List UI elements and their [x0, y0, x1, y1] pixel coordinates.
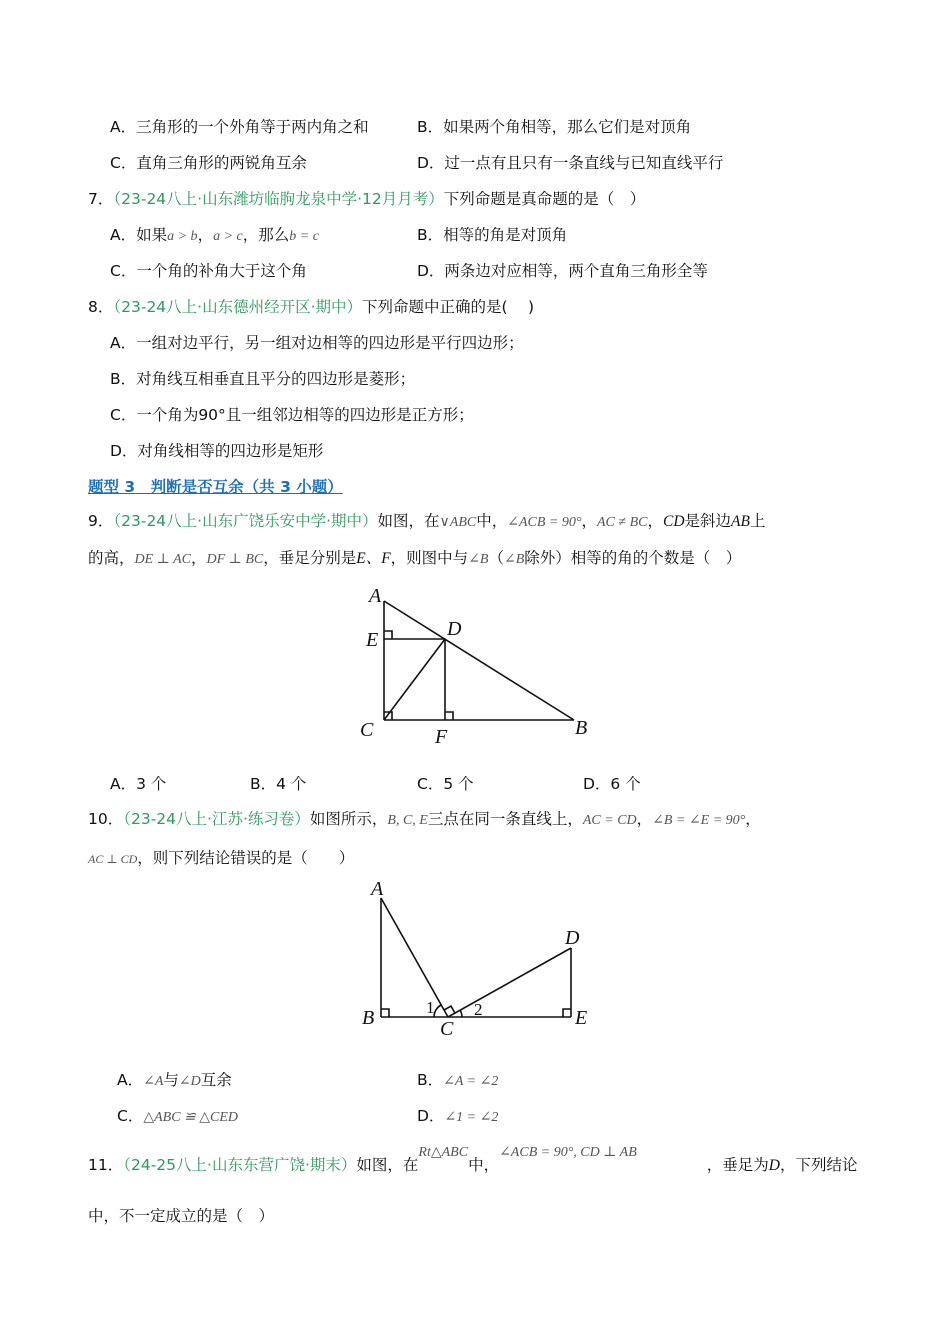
- question-source: （23-24八上·山东德州经开区·期中）: [113, 298, 363, 316]
- q9-option-d: D．6 个: [583, 775, 641, 793]
- q9-option-a: A．3 个: [110, 775, 167, 793]
- q7-option-a: [110, 225, 319, 247]
- point-label-b: B: [575, 717, 588, 739]
- math-expression: ∠1 = ∠2: [444, 1110, 499, 1125]
- question-text: 下列命题是真命题的是（ ）: [443, 190, 646, 208]
- option-label: D．: [417, 1107, 445, 1125]
- question-text: ，: [581, 512, 597, 530]
- question-text: ，则下列结论错误的是（ ）: [137, 849, 355, 867]
- math-expression: ∠A = ∠2: [443, 1074, 499, 1089]
- question-text: 中，: [476, 512, 508, 530]
- q7-option-b: B．相等的角是对顶角: [417, 226, 568, 244]
- question-text: 如图所示，: [309, 810, 388, 828]
- angle-label-2: 2: [474, 1000, 483, 1019]
- q9-stem-line2: [88, 548, 741, 570]
- option-text: 与: [163, 1071, 179, 1089]
- math-expression: △ABC ≌ △CED: [143, 1110, 239, 1125]
- point-label-f: F: [435, 726, 448, 748]
- math-expression: B, C, E: [387, 813, 428, 828]
- q9-figure: [355, 580, 605, 750]
- question-text: 上: [749, 512, 766, 530]
- q10-option-b: [417, 1070, 498, 1092]
- question-text: 三点在同一条直线上，: [427, 810, 583, 828]
- q10-option-c: [117, 1106, 238, 1128]
- question-text: 如图，在: [356, 1156, 419, 1174]
- q8-option-c: C．一个角为90°且一组邻边相等的四边形是正方形；: [110, 406, 474, 424]
- math-expression: ∨ABC: [439, 515, 477, 530]
- math-expression: ∠D: [178, 1074, 201, 1089]
- question-text: ，垂足分别是: [263, 549, 357, 567]
- question-number: 7．: [88, 190, 114, 208]
- math-expression: ∠A: [143, 1074, 164, 1089]
- math-expression: AC ≠ BC: [597, 515, 648, 530]
- q11-stem-line2: 中，不一定成立的是（ ）: [88, 1207, 275, 1225]
- question-text: ，则图中与: [390, 549, 469, 567]
- math-expression: AC = CD: [582, 813, 637, 828]
- option-text: ，: [197, 226, 214, 244]
- option-text: 互余: [200, 1071, 232, 1089]
- q8-option-d: D．对角线相等的四边形是矩形: [110, 442, 324, 460]
- question-text: 如图，在: [377, 512, 440, 530]
- question-source: （23-24八上·山东潍坊临朐龙泉中学·12月月考）: [113, 190, 444, 208]
- section-heading[interactable]: 题型 3 判断是否互余（共 3 小题）: [88, 478, 343, 496]
- option-label: A．: [117, 1071, 144, 1089]
- point-label-d: D: [447, 618, 462, 640]
- option-text: A．如果: [110, 226, 168, 244]
- q8-option-a: A．一组对边平行，另一组对边相等的四边形是平行四边形；: [110, 334, 524, 352]
- question-source: （23-24八上·江苏·练习卷）: [123, 810, 310, 828]
- q10-stem-line1: [88, 809, 761, 831]
- q9-option-c: C．5 个: [417, 775, 474, 793]
- question-text: 中，: [468, 1156, 500, 1174]
- math-expression: AC ⊥ CD: [88, 852, 138, 866]
- question-text: ，: [745, 810, 761, 828]
- angle-label-1: 1: [426, 998, 435, 1017]
- math-expression: ∠ACB = 90°: [507, 515, 582, 530]
- point-label-c: C: [360, 719, 374, 741]
- q8-stem: [88, 297, 534, 317]
- q10-stem-line2: [88, 848, 354, 869]
- math-expression: Rt△ABC: [418, 1145, 469, 1160]
- math-expression: CD: [662, 513, 685, 530]
- math-expression: D: [768, 1157, 780, 1174]
- question-number: 10．: [88, 810, 124, 828]
- question-text: ，: [636, 810, 653, 828]
- point-label-a: A: [371, 878, 384, 900]
- math-expression: ∠B: [468, 552, 489, 567]
- q6-option-d: D．过一点有且只有一条直线与已知直线平行: [417, 154, 724, 172]
- question-text: 下列命题中正确的是( ): [362, 298, 535, 316]
- option-label: B．: [417, 1071, 444, 1089]
- question-text: ，垂足为: [706, 1156, 769, 1174]
- point-label-e: E: [366, 629, 379, 651]
- option-text: ，那么: [242, 226, 290, 244]
- point-label-b: B: [362, 1007, 375, 1029]
- question-text: ，下列结论: [779, 1156, 858, 1174]
- q7-option-d: D．两条边对应相等，两个直角三角形全等: [417, 262, 708, 280]
- math-expression: DF ⊥ BC: [206, 552, 264, 567]
- math-expression: ∠B = ∠E = 90°: [652, 813, 746, 828]
- q9-option-b: B．4 个: [250, 775, 307, 793]
- q7-stem: [88, 189, 645, 209]
- question-text: ，: [190, 549, 207, 567]
- question-text: 的高，: [88, 549, 135, 567]
- question-text: 是斜边: [684, 512, 732, 530]
- math-expression: a > b: [167, 229, 198, 244]
- q8-option-b: B．对角线互相垂直且平分的四边形是菱形；: [110, 370, 416, 388]
- question-text: ，: [647, 512, 663, 530]
- question-text: 除外）相等的角的个数是（ ）: [524, 549, 742, 567]
- math-expression: E、F: [356, 550, 391, 567]
- point-label-c: C: [440, 1018, 454, 1040]
- math-expression: AB: [731, 513, 750, 530]
- question-source: （24-25八上·山东东营广饶·期末）: [123, 1156, 357, 1174]
- q6-option-c: C．直角三角形的两锐角互余: [110, 154, 307, 172]
- question-text: （: [488, 549, 504, 567]
- math-expression: b = c: [289, 229, 319, 244]
- question-number: 8．: [88, 298, 114, 316]
- option-label: C．: [117, 1107, 144, 1125]
- point-label-e: E: [575, 1007, 588, 1029]
- question-source: （23-24八上·山东广饶乐安中学·期中）: [113, 512, 378, 530]
- q9-stem-line1: [88, 511, 766, 533]
- math-expression: ∠B: [504, 552, 525, 567]
- question-number: 9．: [88, 512, 114, 530]
- q7-option-c: C．一个角的补角大于这个角: [110, 262, 307, 280]
- q10-option-d: [417, 1106, 498, 1128]
- q6-option-a: A．三角形的一个外角等于两内角之和: [110, 118, 369, 136]
- q11-stem-line1: [88, 1145, 858, 1177]
- math-expression: DE ⊥ AC: [134, 552, 191, 567]
- math-expression: ∠ACB = 90°, CD ⊥ AB: [499, 1145, 637, 1160]
- point-label-d: D: [565, 927, 580, 949]
- q10-figure: [355, 876, 595, 1040]
- q10-option-a: [117, 1070, 232, 1092]
- question-number: 11．: [88, 1156, 124, 1174]
- math-expression: a > c: [213, 229, 243, 244]
- point-label-a: A: [369, 585, 382, 607]
- q6-option-b: B．如果两个角相等，那么它们是对顶角: [417, 118, 692, 136]
